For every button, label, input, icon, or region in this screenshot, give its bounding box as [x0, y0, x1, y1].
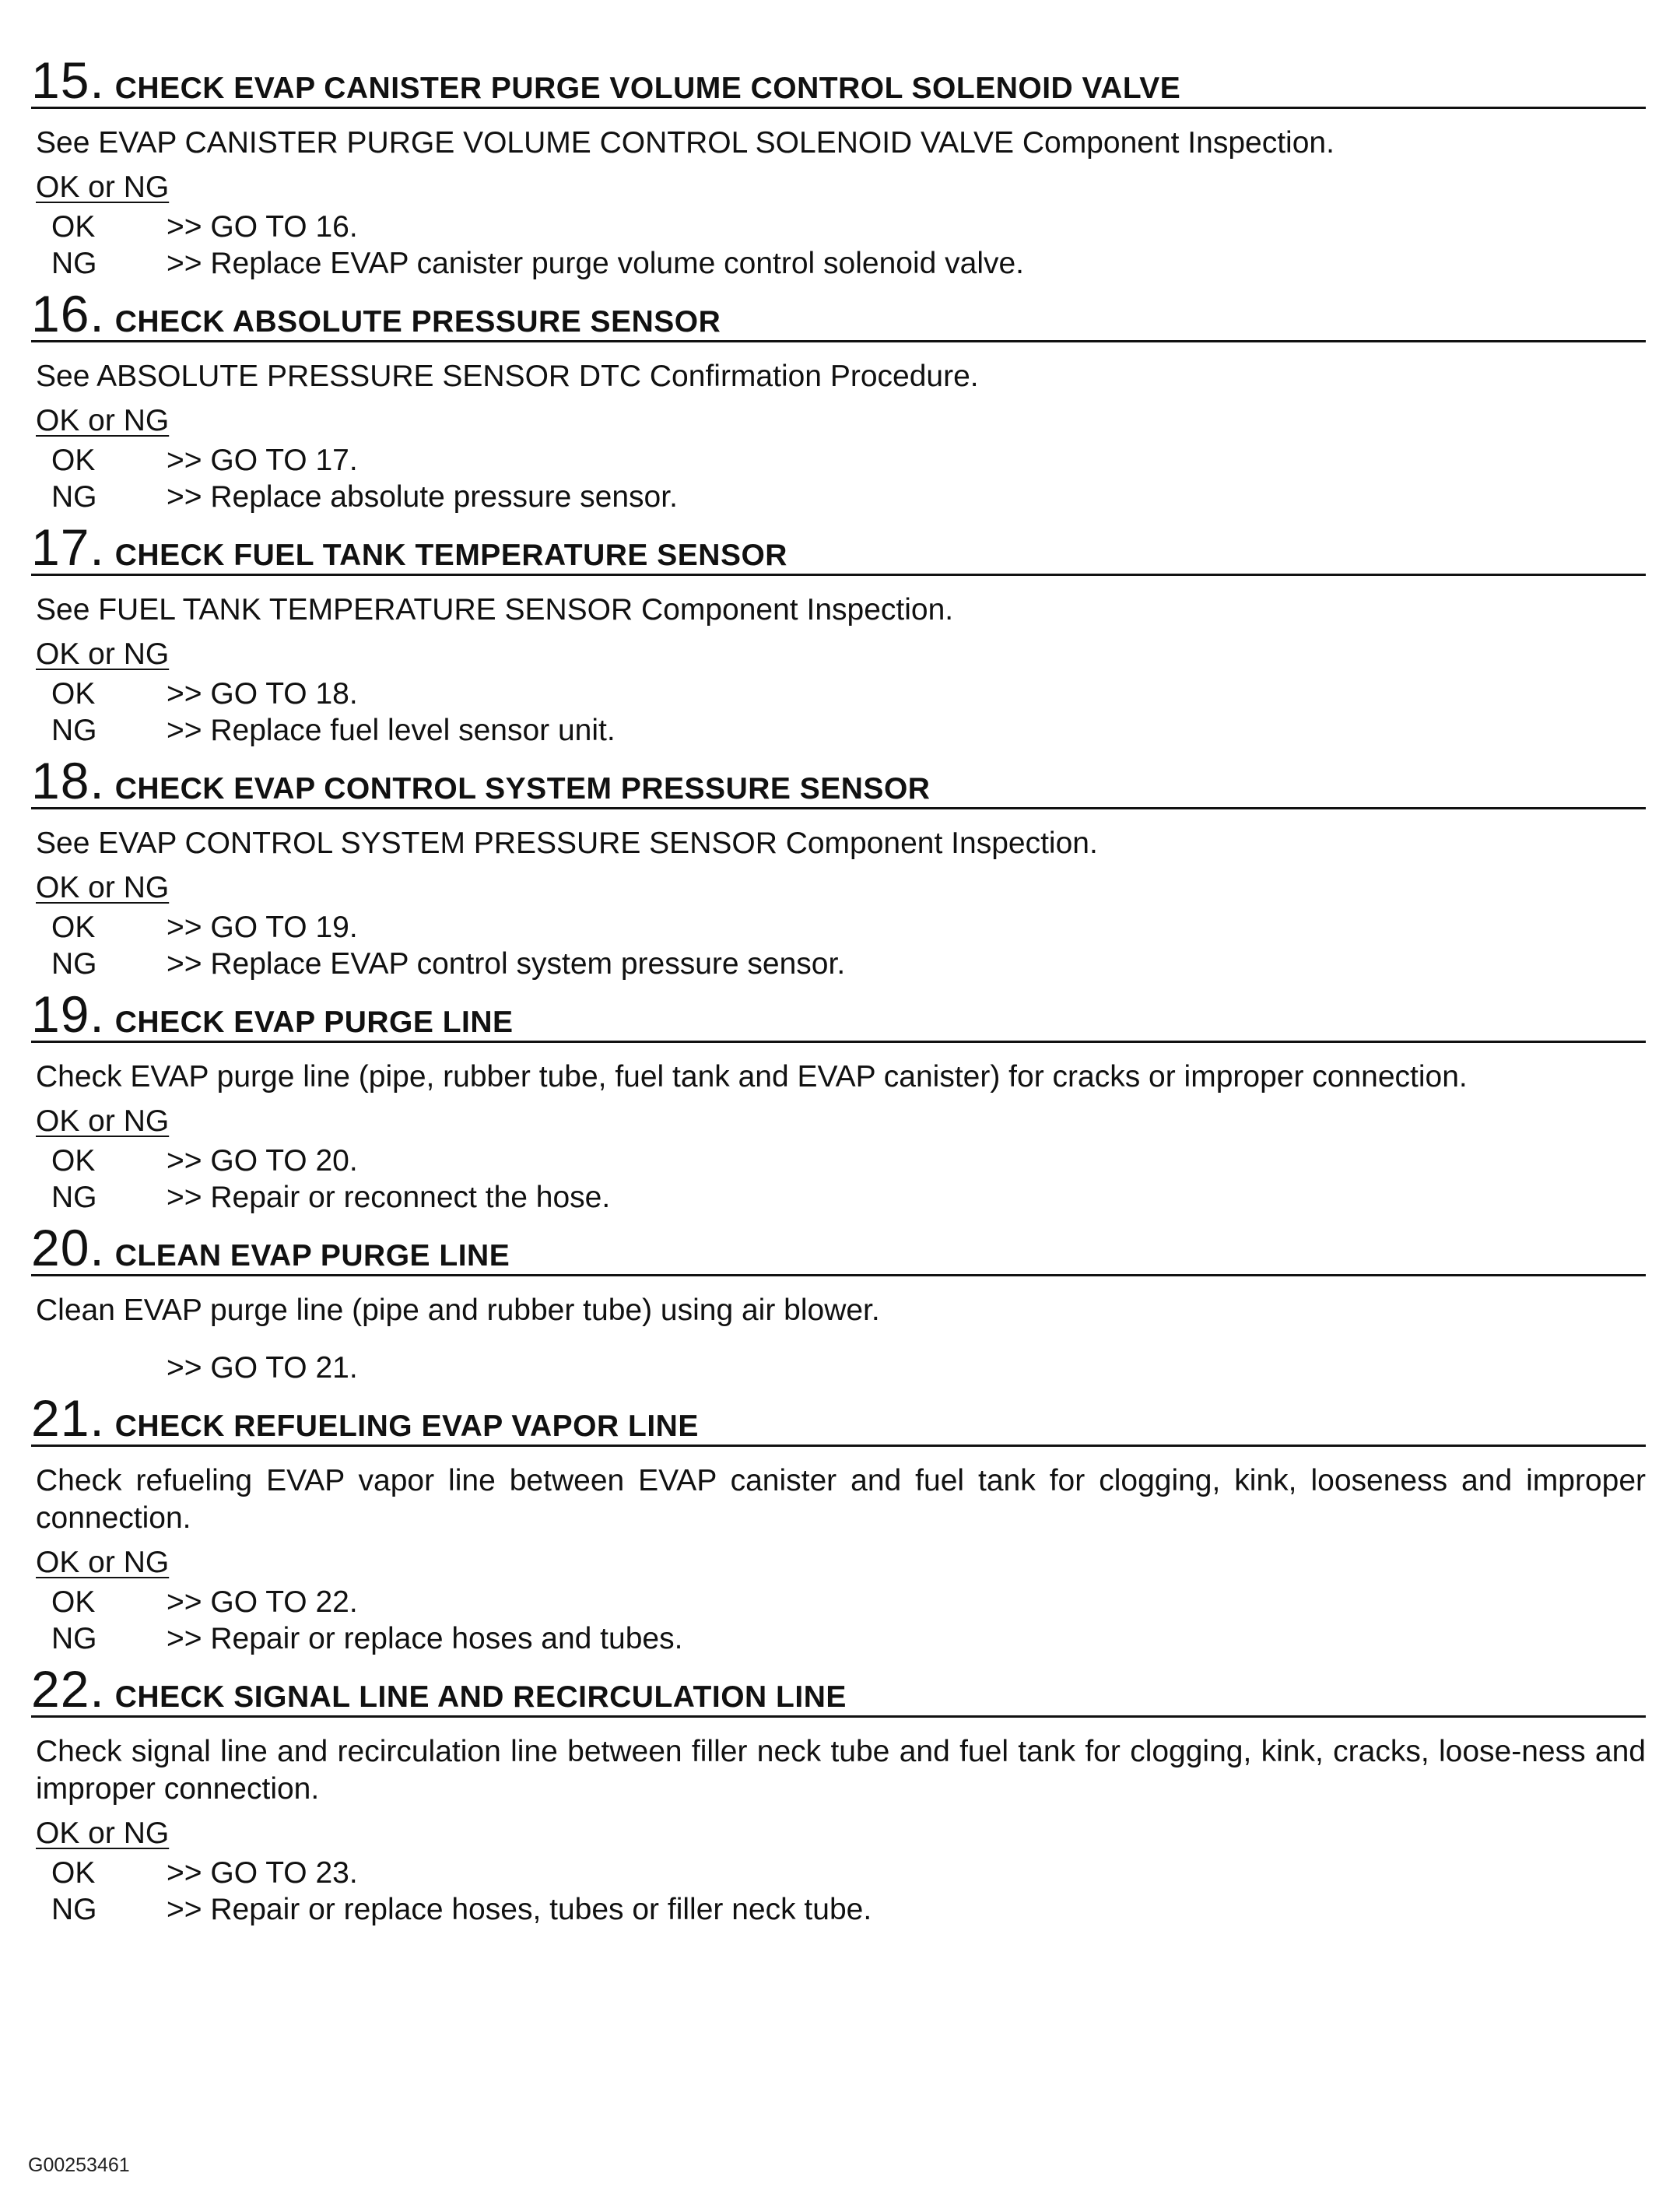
- goto-action: >> GO TO 21.: [167, 1351, 358, 1385]
- step-15: [31, 54, 1646, 282]
- ok-result: [51, 909, 1646, 946]
- ok-or-ng-label: OK or NG: [36, 170, 170, 204]
- step-description: Check EVAP purge line (pipe, rubber tube, fuel tank and EVAP canister) for cracks or improper connection.: [36, 1060, 1468, 1093]
- step-title: CHECK EVAP CONTROL SYSTEM PRESSURE SENSOR: [114, 772, 931, 806]
- step-number: 21: [31, 1392, 90, 1447]
- step-number: 22: [31, 1663, 90, 1718]
- step-20: [31, 1222, 1646, 1386]
- ng-result: [51, 946, 1646, 982]
- ok-result: [51, 676, 1646, 712]
- ok-or-ng-label: OK or NG: [36, 1817, 170, 1850]
- ng-action: >> Repair or replace hoses and tubes.: [167, 1622, 683, 1655]
- ng-action: >> Replace EVAP canister purge volume control solenoid valve.: [167, 247, 1025, 280]
- step-header: 20 . CLEAN EVAP PURGE LINE: [31, 1222, 1646, 1276]
- ng-result: [51, 1891, 1646, 1928]
- ng-code: NG: [51, 1181, 97, 1214]
- ok-or-ng-label: OK or NG: [36, 1104, 170, 1138]
- step-title: CLEAN EVAP PURGE LINE: [114, 1239, 510, 1273]
- ok-code: OK: [51, 1856, 96, 1890]
- ng-code: NG: [51, 1622, 97, 1655]
- ok-result: [51, 1855, 1646, 1891]
- step-description: Clean EVAP purge line (pipe and rubber tube) using air blower.: [36, 1294, 880, 1327]
- step-header: 17 . CHECK FUEL TANK TEMPERATURE SENSOR: [31, 521, 1646, 576]
- ng-action: >> Replace fuel level sensor unit.: [167, 714, 616, 747]
- document-reference-code: G00253461: [28, 2154, 130, 2176]
- ng-code: NG: [51, 1893, 97, 1926]
- ng-code: NG: [51, 247, 97, 280]
- ok-action: >> GO TO 19.: [167, 911, 358, 944]
- step-18: [31, 755, 1646, 982]
- step-title: CHECK EVAP CANISTER PURGE VOLUME CONTROL SOLENOID VALVE: [114, 72, 1181, 105]
- ng-code: NG: [51, 714, 97, 747]
- ok-or-ng-label: OK or NG: [36, 637, 170, 671]
- procedure-document: [31, 54, 1646, 1928]
- step-header: 15 . CHECK EVAP CANISTER PURGE VOLUME CONTROL SOLENOID VALVE: [31, 54, 1646, 109]
- step-22: [31, 1663, 1646, 1928]
- ok-or-ng-label: OK or NG: [36, 1546, 170, 1579]
- ng-result: [51, 712, 1646, 749]
- step-number: 15: [31, 54, 90, 109]
- step-header: 16 . CHECK ABSOLUTE PRESSURE SENSOR: [31, 288, 1646, 342]
- ok-code: OK: [51, 677, 96, 711]
- step-description: See EVAP CANISTER PURGE VOLUME CONTROL SOLENOID VALVE Component Inspection.: [36, 126, 1335, 160]
- ok-code: OK: [51, 1585, 96, 1619]
- ok-code: OK: [51, 210, 96, 244]
- ng-code: NG: [51, 480, 97, 514]
- step-title: CHECK EVAP PURGE LINE: [114, 1006, 514, 1039]
- ok-code: OK: [51, 1144, 96, 1178]
- step-description: Check signal line and recirculation line between filler neck tube and fuel tank for clogging, kink, cracks, loose-ness and improper connection.: [36, 1735, 1646, 1806]
- step-description: See FUEL TANK TEMPERATURE SENSOR Component Inspection.: [36, 593, 954, 627]
- step-header: 21 . CHECK REFUELING EVAP VAPOR LINE: [31, 1392, 1646, 1447]
- ok-result: [51, 1584, 1646, 1620]
- step-header: 19 . CHECK EVAP PURGE LINE: [31, 988, 1646, 1043]
- step-17: [31, 521, 1646, 749]
- ok-code: OK: [51, 444, 96, 477]
- step-description: See EVAP CONTROL SYSTEM PRESSURE SENSOR Component Inspection.: [36, 827, 1098, 860]
- ng-code: NG: [51, 947, 97, 981]
- step-19: [31, 988, 1646, 1216]
- step-number: 17: [31, 521, 90, 576]
- ng-action: >> Repair or reconnect the hose.: [167, 1181, 611, 1214]
- ng-action: >> Repair or replace hoses, tubes or filler neck tube.: [167, 1893, 872, 1926]
- ng-result: [51, 1620, 1646, 1657]
- step-title: CHECK ABSOLUTE PRESSURE SENSOR: [114, 305, 721, 339]
- ok-action: >> GO TO 20.: [167, 1144, 358, 1178]
- step-number: 18: [31, 755, 90, 809]
- step-title: CHECK FUEL TANK TEMPERATURE SENSOR: [114, 539, 787, 572]
- ok-action: >> GO TO 23.: [167, 1856, 358, 1890]
- ok-result: [51, 209, 1646, 245]
- ng-result: [51, 245, 1646, 282]
- step-header: 22 . CHECK SIGNAL LINE AND RECIRCULATION LINE: [31, 1663, 1646, 1718]
- ok-action: >> GO TO 16.: [167, 210, 358, 244]
- step-title: CHECK SIGNAL LINE AND RECIRCULATION LINE: [114, 1680, 847, 1714]
- step-16: [31, 288, 1646, 515]
- ng-action: >> Replace absolute pressure sensor.: [167, 480, 678, 514]
- ng-result: [51, 479, 1646, 515]
- ok-action: >> GO TO 22.: [167, 1585, 358, 1619]
- ng-result: [51, 1179, 1646, 1216]
- step-21: [31, 1392, 1646, 1657]
- ok-action: >> GO TO 18.: [167, 677, 358, 711]
- step-description: Check refueling EVAP vapor line between EVAP canister and fuel tank for clogging, kink, looseness and improper connection.: [36, 1464, 1646, 1535]
- step-number: 20: [31, 1222, 90, 1276]
- ok-result: [51, 1143, 1646, 1179]
- ok-or-ng-label: OK or NG: [36, 404, 170, 437]
- step-header: 18 . CHECK EVAP CONTROL SYSTEM PRESSURE SENSOR: [31, 755, 1646, 809]
- step-title: CHECK REFUELING EVAP VAPOR LINE: [114, 1409, 699, 1443]
- ok-result: [51, 442, 1646, 479]
- ng-action: >> Replace EVAP control system pressure sensor.: [167, 947, 846, 981]
- step-number: 16: [31, 288, 90, 342]
- step-number: 19: [31, 988, 90, 1043]
- ok-code: OK: [51, 911, 96, 944]
- ok-action: >> GO TO 17.: [167, 444, 358, 477]
- ok-or-ng-label: OK or NG: [36, 871, 170, 904]
- step-description: See ABSOLUTE PRESSURE SENSOR DTC Confirmation Procedure.: [36, 360, 979, 393]
